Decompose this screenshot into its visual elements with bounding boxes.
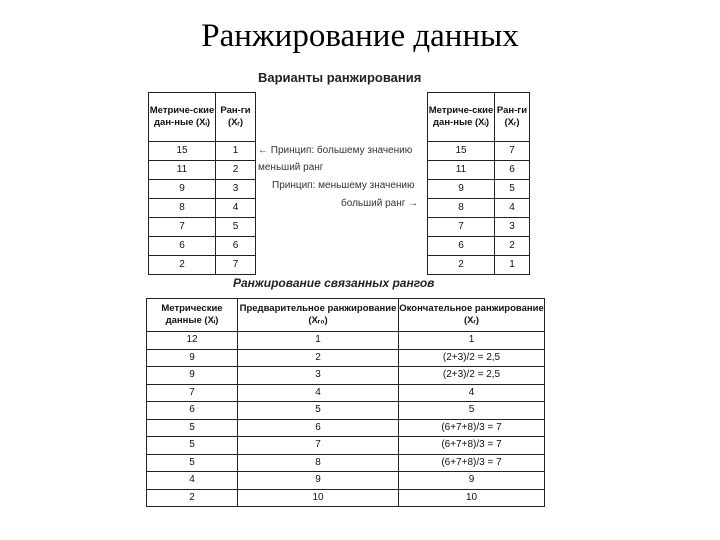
table-cell: 15 <box>149 142 216 161</box>
table-row <box>149 161 256 180</box>
table-cell: 2 <box>495 237 530 256</box>
right-ranking-table <box>427 92 530 275</box>
table-cell: 7 <box>428 218 495 237</box>
right-header-rank: Ран-ги (Xᵣ) <box>495 93 530 142</box>
table-row <box>149 180 256 199</box>
note-line-2: меньший ранг <box>258 162 324 173</box>
table-cell: (6+7+8)/3 = 7 <box>399 419 545 437</box>
note-line-3: Принцип: меньшему значению <box>272 180 415 191</box>
page-title: Ранжирование данных <box>201 18 519 54</box>
table-cell: 11 <box>428 161 495 180</box>
tied-ranks-table <box>146 298 545 507</box>
tied-header-final: Окончательное ранжирование (Xᵣ) <box>399 299 545 332</box>
table-cell: 9 <box>149 180 216 199</box>
table-cell: 4 <box>495 199 530 218</box>
table-cell: 7 <box>216 256 256 275</box>
table-cell: 1 <box>216 142 256 161</box>
note-line-1: ← Принцип: большему значению <box>258 145 413 156</box>
table-row <box>147 384 545 402</box>
table-cell: 4 <box>147 472 238 490</box>
table-cell: 8 <box>428 199 495 218</box>
table-row <box>147 332 545 350</box>
table-cell: 8 <box>149 199 216 218</box>
table-row <box>149 237 256 256</box>
table-cell: 6 <box>149 237 216 256</box>
table-cell: 6 <box>428 237 495 256</box>
table-row <box>149 199 256 218</box>
table-row <box>428 237 530 256</box>
table-cell: (2+3)/2 = 2,5 <box>399 349 545 367</box>
table-cell: 2 <box>238 349 399 367</box>
table-cell: 1 <box>399 332 545 350</box>
table-cell: (6+7+8)/3 = 7 <box>399 454 545 472</box>
table-row <box>149 256 256 275</box>
table-row <box>147 472 545 490</box>
table-row <box>147 349 545 367</box>
table-row <box>428 199 530 218</box>
table-cell: 9 <box>147 367 238 385</box>
variants-title: Варианты ранжирования <box>258 70 422 85</box>
table-cell: 7 <box>147 384 238 402</box>
table-row <box>147 454 545 472</box>
left-table-body <box>149 142 256 275</box>
left-header-metric: Метриче-ские дан-ные (Xᵢ) <box>149 93 216 142</box>
table-cell: 2 <box>149 256 216 275</box>
table-cell: 6 <box>147 402 238 420</box>
tied-table-body <box>147 332 545 507</box>
table-row <box>428 180 530 199</box>
table-row <box>147 489 545 507</box>
table-row <box>428 256 530 275</box>
table-cell: 6 <box>238 419 399 437</box>
table-cell: 1 <box>238 332 399 350</box>
table-cell: 10 <box>238 489 399 507</box>
table-cell: 3 <box>238 367 399 385</box>
table-cell: 6 <box>216 237 256 256</box>
tied-header-metric: Метрические данные (Xᵢ) <box>147 299 238 332</box>
table-cell: 5 <box>147 437 238 455</box>
table-cell: 2 <box>216 161 256 180</box>
table-cell: 5 <box>495 180 530 199</box>
table-cell: 6 <box>495 161 530 180</box>
left-ranking-table <box>148 92 256 275</box>
table-row <box>147 437 545 455</box>
table-row <box>147 402 545 420</box>
table-cell: 2 <box>428 256 495 275</box>
right-header-metric: Метриче-ские дан-ные (Xᵢ) <box>428 93 495 142</box>
table-cell: 8 <box>238 454 399 472</box>
table-row <box>428 142 530 161</box>
table-cell: 3 <box>495 218 530 237</box>
table-cell: 12 <box>147 332 238 350</box>
right-table-body <box>428 142 530 275</box>
table-cell: 5 <box>147 419 238 437</box>
table-cell: 10 <box>399 489 545 507</box>
table-cell: 9 <box>147 349 238 367</box>
table-row <box>149 218 256 237</box>
table-row <box>428 218 530 237</box>
note-line-4: больший ранг → <box>341 198 419 209</box>
table-cell: (2+3)/2 = 2,5 <box>399 367 545 385</box>
table-cell: 4 <box>238 384 399 402</box>
tied-header-preliminary: Предварительное ранжирование (Xᵣ₀) <box>238 299 399 332</box>
table-row <box>428 161 530 180</box>
table-row <box>147 367 545 385</box>
tied-ranks-title: Ранжирование связанных рангов <box>233 276 435 290</box>
table-cell: 4 <box>216 199 256 218</box>
table-cell: 7 <box>495 142 530 161</box>
table-cell: 3 <box>216 180 256 199</box>
table-cell: 5 <box>399 402 545 420</box>
table-cell: 5 <box>147 454 238 472</box>
table-cell: 9 <box>238 472 399 490</box>
table-cell: (6+7+8)/3 = 7 <box>399 437 545 455</box>
left-header-rank: Ран-ги (Xᵣ) <box>216 93 256 142</box>
table-cell: 9 <box>399 472 545 490</box>
table-cell: 5 <box>238 402 399 420</box>
table-cell: 4 <box>399 384 545 402</box>
table-cell: 7 <box>238 437 399 455</box>
table-cell: 5 <box>216 218 256 237</box>
table-cell: 7 <box>149 218 216 237</box>
table-cell: 9 <box>428 180 495 199</box>
table-row <box>147 419 545 437</box>
table-cell: 15 <box>428 142 495 161</box>
table-cell: 1 <box>495 256 530 275</box>
table-cell: 2 <box>147 489 238 507</box>
table-row <box>149 142 256 161</box>
table-cell: 11 <box>149 161 216 180</box>
